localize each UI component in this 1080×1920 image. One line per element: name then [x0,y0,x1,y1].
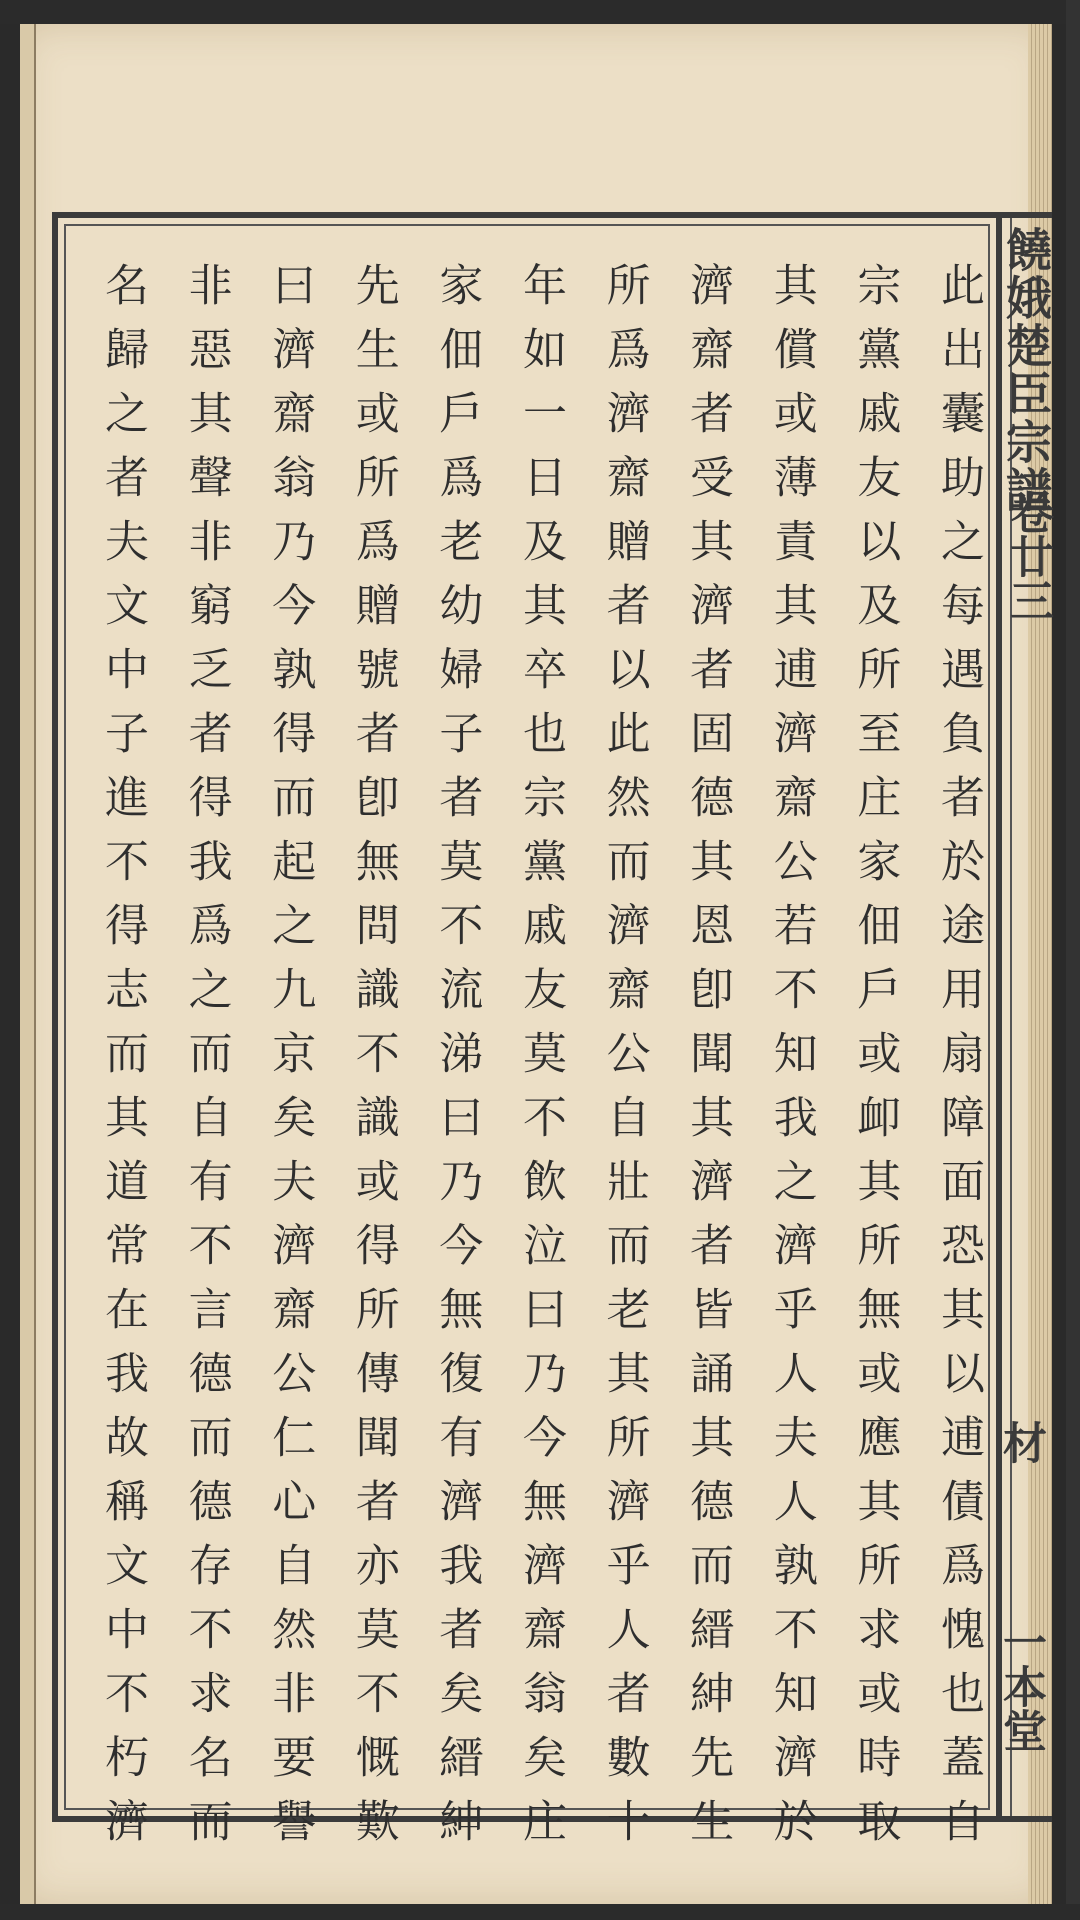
text-column-8: 先生或所爲贈號者卽無問識不識或得所傳聞者亦莫不慨歎 [347,262,399,1862]
text-column-7: 家佃戶爲老幼婦子者莫不流涕曰乃今無復有濟我者矣縉紳 [431,262,483,1862]
text-column-1: 此出囊助之每遇負者於途用扇障面恐其以逋債爲愧也蓋自 [932,262,984,1862]
scan-edge-right [1066,0,1080,1920]
hall-name: 一本堂 [995,1620,1046,1752]
scan-edge-bottom [0,1904,1080,1920]
section-mark: 材 [995,1420,1046,1464]
text-column-11: 名歸之者夫文中子進不得志而其道常在我故稱文中不朽濟 [97,262,148,1862]
text-column-2: 宗黨戚友以及所至庄家佃戶或卹其所無或應其所求或時取 [849,262,901,1862]
scan-edge-top [0,0,1080,24]
text-body [90,262,990,1862]
text-column-9: 曰濟齋翁乃今孰得而起之九京矣夫濟齋公仁心自然非要譽 [264,262,316,1862]
text-column-4: 濟齋者受其濟者固德其恩卽聞其濟者皆誦其德而縉紳先生 [682,262,734,1862]
book-binding-strip [20,24,36,1904]
genealogy-title: 饒娥楚臣宗譜 [999,226,1053,514]
text-column-6: 年如一日及其卒也宗黨戚友莫不飲泣曰乃今無濟齋翁矣庄 [514,262,566,1862]
text-column-10: 非惡其聲非窮乏者得我爲之而自有不言德而德存不求名而 [180,262,232,1862]
volume-number: 卷廿三 [1002,490,1053,622]
text-column-5: 所爲濟齋贈者以此然而濟齋公自壯而老其所濟乎人者數十 [598,262,650,1862]
text-column-3: 其償或薄責其逋濟齋公若不知我之濟乎人夫人孰不知濟於 [765,262,817,1862]
